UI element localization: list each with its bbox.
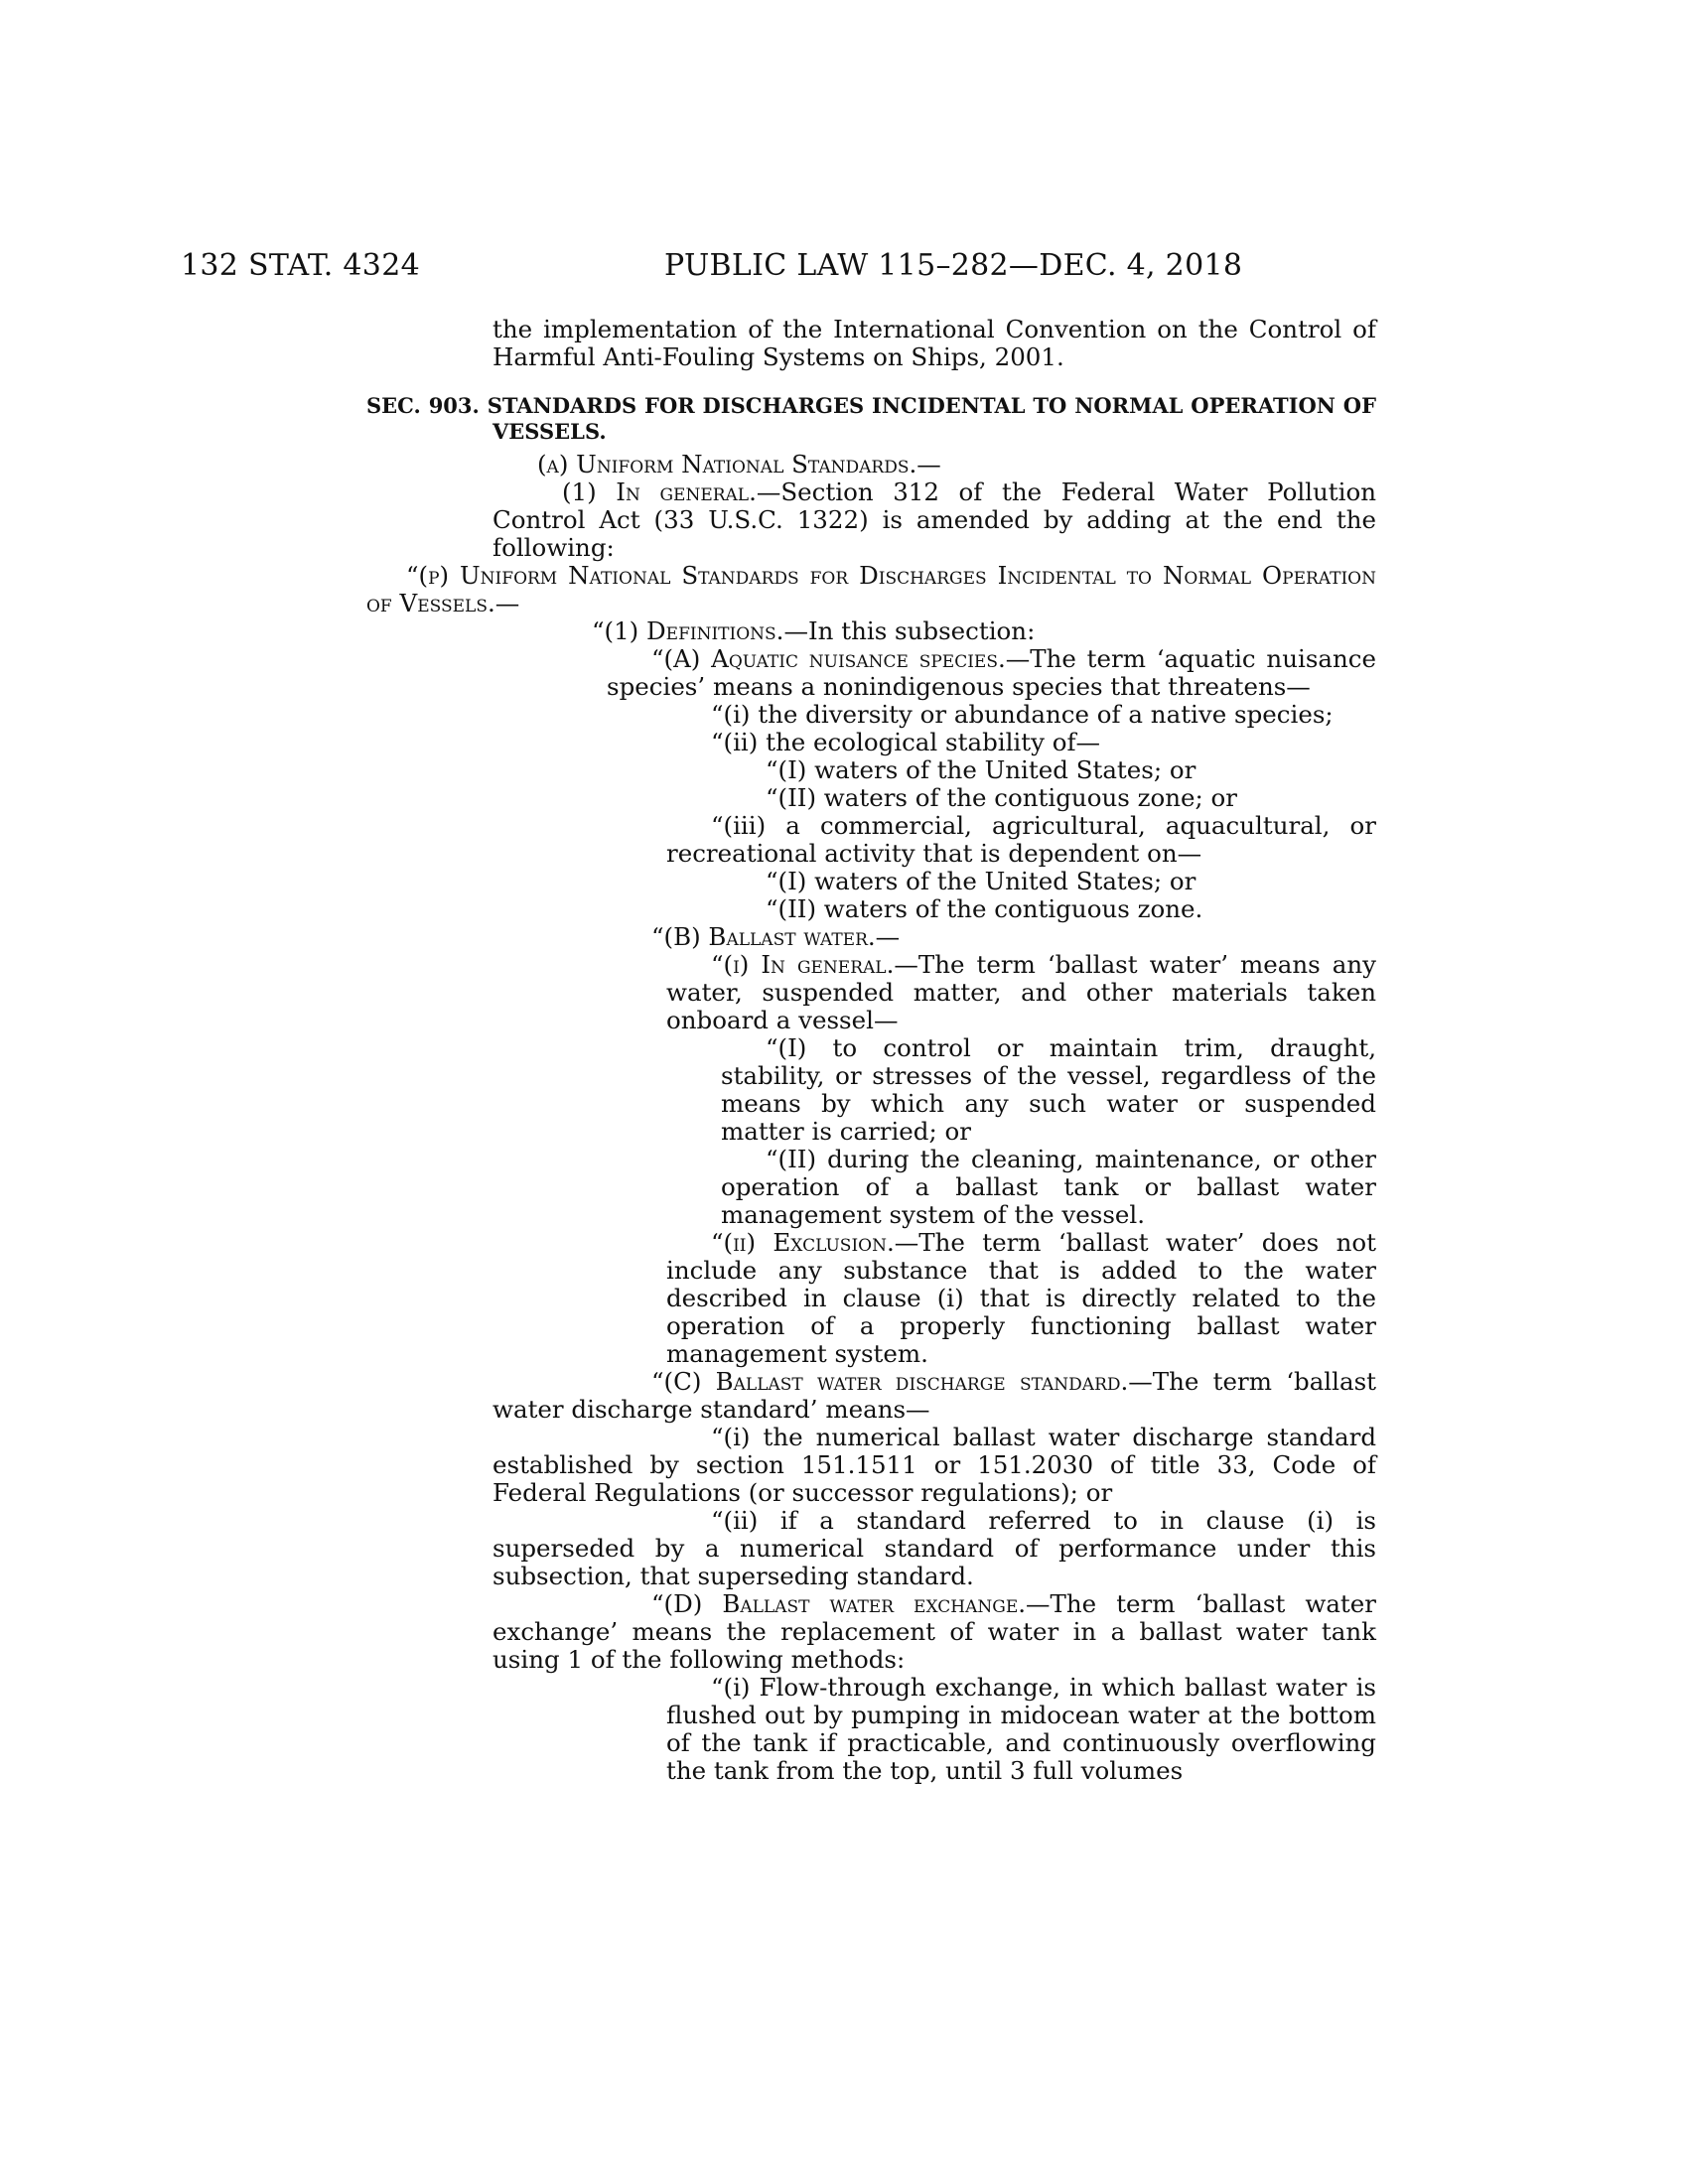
definition-C: “(C) Ballast water discharge standard.—The term ‘ballast water discharge standard’ means— [492, 1367, 1376, 1424]
definition-B-heading: “(B) Ballast water.— [651, 922, 901, 951]
subsection-p-heading: “(p) Uniform National Standards for Discharges Incidental to Normal Operation of Vessels.— [366, 561, 1376, 617]
definition-A-i: “(i) the diversity or abundance of a native species; [711, 700, 1334, 729]
definition-D: “(D) Ballast water exchange.—The term ‘ballast water exchange’ means the replacement of water in a ballast water tank using 1 of the following methods: [492, 1589, 1376, 1674]
subsection-a-heading: (a) Uniform National Standards.— [537, 450, 941, 478]
definition-B-i-II: “(II) during the cleaning, maintenance, or other operation of a ballast tank or ballast water management system of the vessel. [721, 1145, 1376, 1229]
definition-C-ii: “(ii) if a standard referred to in clause (i) is superseded by a numerical standard of performance under this subsection, that superseding standard. [492, 1506, 1376, 1590]
paragraph-continuation: the implementation of the International Convention on the Control of Harmful Anti-Fouling Systems on Ships, 2001. [492, 315, 1376, 371]
definition-B-i: “(i) In general.—The term ‘ballast water’ means any water, suspended matter, and other materials taken onboard a vessel— [666, 950, 1376, 1034]
definition-A-iii-I: “(I) waters of the United States; or [766, 867, 1196, 895]
definition-A-iii: “(iii) a commercial, agricultural, aquacultural, or recreational activity that is dependent on— [666, 811, 1376, 868]
page-header [0, 248, 1688, 288]
statute-page-number: 132 STAT. 4324 [181, 248, 420, 283]
section-heading: SEC. 903. STANDARDS FOR DISCHARGES INCIDENTAL TO NORMAL OPERATION OF VESSELS. [366, 393, 1376, 444]
paragraph-a1: (1) In general.—Section 312 of the Federal Water Pollution Control Act (33 U.S.C. 1322) is amended by adding at the end the following: [492, 478, 1377, 562]
running-head: PUBLIC LAW 115–282—DEC. 4, 2018 [664, 248, 1243, 283]
paragraph-p1: “(1) Definitions.—In this subsection: [592, 616, 1036, 645]
definition-D-i: “(i) Flow-through exchange, in which ballast water is flushed out by pumping in midocean water at the bottom of the tank if practicable, and continuously overflowing the tank from the top, until 3 full volumes [666, 1673, 1376, 1785]
definition-A-ii-I: “(I) waters of the United States; or [766, 755, 1196, 784]
document-body [366, 315, 1377, 1785]
definition-C-i: “(i) the numerical ballast water discharge standard established by section 151.1511 or 151.2030 of title 33, Code of Federal Regulations (or successor regulations); or [492, 1423, 1376, 1507]
definition-B-ii: “(ii) Exclusion.—The term ‘ballast water’ does not include any substance that is added to the water described in clause (i) that is directly related to the operation of a properly functioning ballast water management system. [666, 1228, 1376, 1368]
definition-A-iii-II: “(II) waters of the contiguous zone. [766, 894, 1203, 923]
definition-A: “(A) Aquatic nuisance species.—The term ‘aquatic nuisance species’ means a nonindigenous species that threatens— [607, 644, 1376, 701]
definition-A-ii: “(ii) the ecological stability of— [711, 728, 1101, 756]
definition-A-ii-II: “(II) waters of the contiguous zone; or [766, 783, 1238, 812]
definition-B-i-I: “(I) to control or maintain trim, draught, stability, or stresses of the vessel, regardless of the means by which any such water or suspended matter is carried; or [721, 1033, 1376, 1146]
